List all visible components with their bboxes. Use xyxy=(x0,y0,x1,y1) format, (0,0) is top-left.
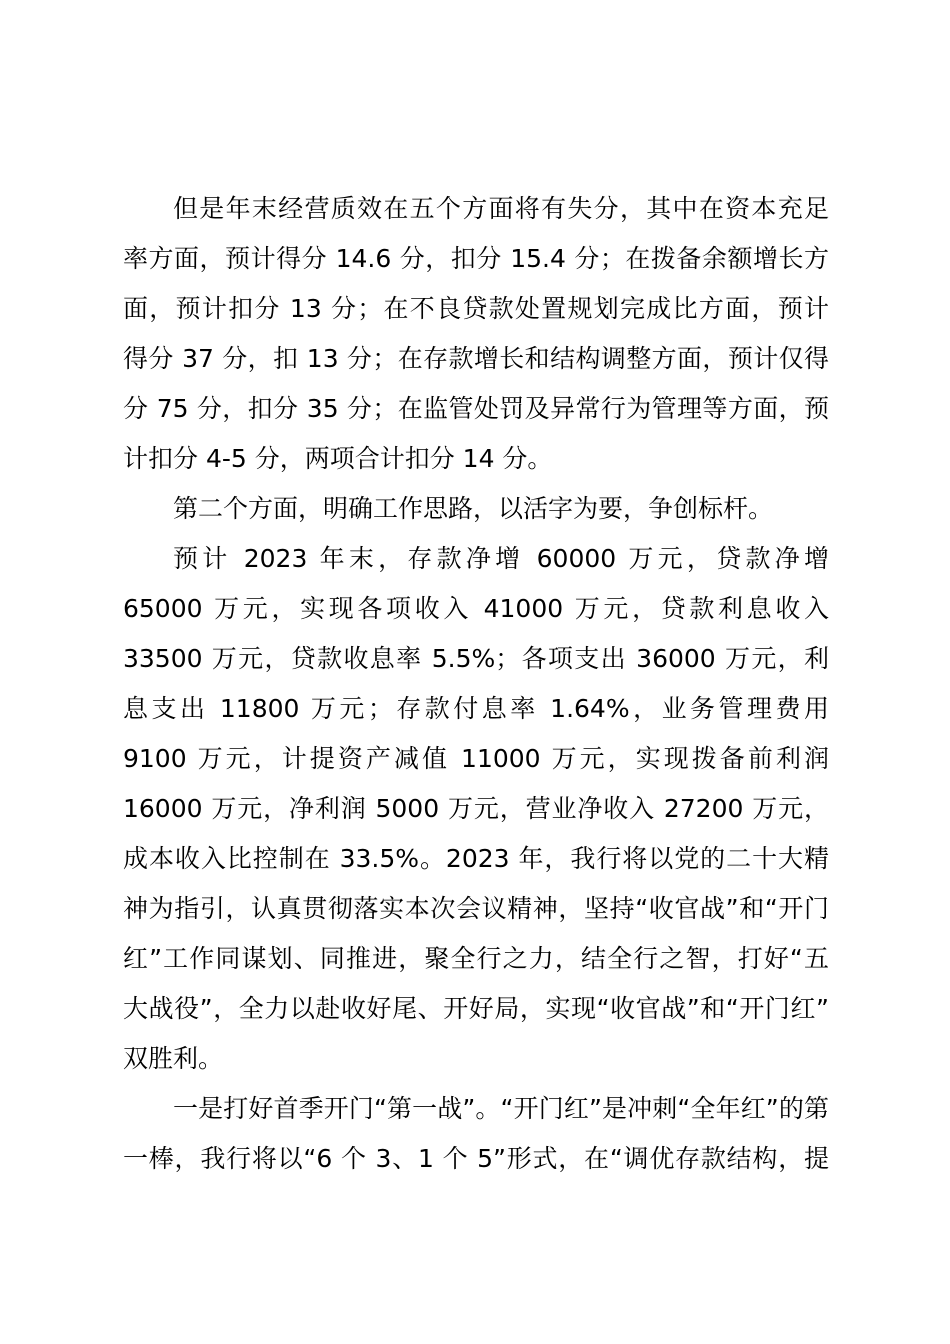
text-line: 一棒，我行将以“6 个 3、1 个 5”形式，在“调优存款结构，提 xyxy=(123,1144,829,1173)
text-line: 面，预计扣分 13 分；在不良贷款处置规划完成比方面，预计 xyxy=(123,294,829,323)
text-line: 一是打好首季开门“第一战”。“开门红”是冲刺“全年红”的第 xyxy=(173,1094,829,1123)
text-line: 成本收入比控制在 33.5%。2023 年，我行将以党的二十大精 xyxy=(123,844,829,873)
text-line: 率方面，预计得分 14.6 分，扣分 15.4 分；在拨备余额增长方 xyxy=(123,244,829,273)
text-line: 预计 2023 年末，存款净增 60000 万元，贷款净增 xyxy=(173,544,829,573)
text-line: 得分 37 分，扣 13 分；在存款增长和结构调整方面，预计仅得 xyxy=(123,344,829,373)
text-line: 息支出 11800 万元；存款付息率 1.64%，业务管理费用 xyxy=(123,694,829,723)
text-line: 但是年末经营质效在五个方面将有失分，其中在资本充足 xyxy=(173,194,829,223)
section-heading: 第二个方面，明确工作思路，以活字为要，争创标杆。 xyxy=(173,494,774,523)
paragraph-2023-forecast xyxy=(123,534,829,1084)
text-line: 双胜利。 xyxy=(123,1044,224,1073)
text-line: 16000 万元，净利润 5000 万元，营业净收入 27200 万元， xyxy=(123,794,829,823)
text-line: 33500 万元，贷款收息率 5.5%；各项支出 36000 万元，利 xyxy=(123,644,829,673)
text-line: 大战役”，全力以赴收好尾、开好局，实现“收官战”和“开门红” xyxy=(123,994,829,1023)
text-line: 分 75 分，扣分 35 分；在监管处罚及异常行为管理等方面，预 xyxy=(123,394,829,423)
text-line: 神为指引，认真贯彻落实本次会议精神，坚持“收官战”和“开门 xyxy=(123,894,829,923)
document-body xyxy=(123,184,829,1184)
text-line: 红”工作同谋划、同推进，聚全行之力，结全行之智，打好“五 xyxy=(123,944,829,973)
paragraph-quality-deductions xyxy=(123,184,829,484)
text-line: 9100 万元，计提资产减值 11000 万元，实现拨备前利润 xyxy=(123,744,829,773)
paragraph-first-quarter xyxy=(123,1084,829,1184)
paragraph-section-heading xyxy=(123,484,829,534)
text-line: 计扣分 4-5 分，两项合计扣分 14 分。 xyxy=(123,444,553,473)
text-line: 65000 万元，实现各项收入 41000 万元，贷款利息收入 xyxy=(123,594,829,623)
